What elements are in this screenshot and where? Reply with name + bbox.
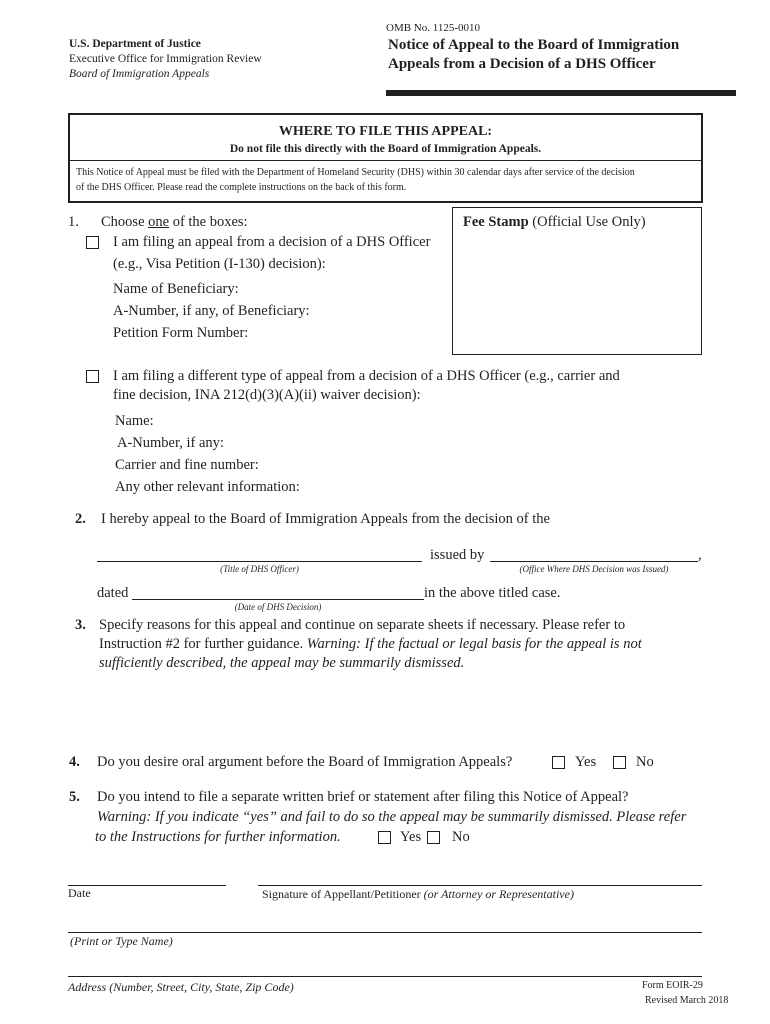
beneficiary-anumber-label: A-Number, if any, of Beneficiary: — [113, 303, 310, 319]
date-field[interactable] — [68, 871, 226, 886]
date-caption: (Date of DHS Decision) — [234, 602, 322, 612]
form-number: Form EOIR-29 — [642, 980, 703, 991]
where-heading: WHERE TO FILE THIS APPEAL: — [278, 124, 493, 139]
print-name-label: (Print or Type Name) — [70, 934, 173, 948]
dhs-office-field[interactable] — [490, 547, 698, 562]
revision-date: Revised March 2018 — [645, 995, 729, 1006]
checkbox-oral-argument-yes[interactable] — [552, 756, 565, 769]
q3-number: 3. — [75, 617, 86, 633]
checkbox-other-appeal[interactable] — [86, 370, 99, 383]
address-label: Address (Number, Street, City, State, Zip Code) — [68, 980, 294, 994]
checkbox-oral-argument-no[interactable] — [613, 756, 626, 769]
q4-no-label: No — [636, 754, 654, 770]
q5-number: 5. — [69, 789, 80, 805]
form-title-line1: Notice of Appeal to the Board of Immigration — [388, 37, 680, 53]
agency-name: U.S. Department of Justice — [69, 38, 201, 50]
q1-option-b-line1: I am filing a different type of appeal from a decision of a DHS Officer (e.g., carrier and — [113, 368, 620, 384]
dhs-officer-title-field[interactable] — [97, 547, 422, 562]
where-subheading: Do not file this directly with the Board of Immigration Appeals. — [229, 143, 542, 155]
q4-yes-label: Yes — [575, 754, 597, 770]
address-field[interactable] — [68, 962, 702, 977]
q1-option-a-example: (e.g., Visa Petition (I-130) decision): — [113, 256, 326, 272]
q1-option-a: I am filing an appeal from a decision of a DHS Officer — [113, 234, 431, 250]
header-rule — [386, 90, 736, 96]
print-name-field[interactable] — [68, 918, 702, 933]
form-title-line2: Appeals from a Decision of a DHS Officer — [388, 56, 656, 72]
q3-line2: Instruction #2 for further guidance. Warning: If the factual or legal basis for the appeal is not — [99, 636, 642, 652]
q3-line3: sufficiently described, the appeal may be summarily dismissed. — [99, 655, 465, 671]
in-case-label: in the above titled case. — [424, 585, 561, 601]
signature-field[interactable] — [258, 871, 702, 886]
q1-number: 1. — [68, 214, 79, 230]
where-divider — [70, 160, 701, 161]
q5-no-label: No — [452, 829, 470, 845]
q4-text: Do you desire oral argument before the Board of Immigration Appeals? — [97, 754, 513, 770]
name-label: Name: — [115, 413, 154, 429]
title-caption: (Title of DHS Officer) — [220, 564, 299, 574]
office-caption: (Office Where DHS Decision was Issued) — [519, 564, 669, 574]
carrier-label: Carrier and fine number: — [115, 457, 259, 473]
decision-date-field[interactable] — [132, 585, 424, 600]
q3-line1: Specify reasons for this appeal and continue on separate sheets if necessary. Please refer to — [99, 617, 626, 633]
checkbox-brief-yes[interactable] — [378, 831, 391, 844]
q5-warning-line2: to the Instructions for further information. — [95, 829, 341, 845]
issued-by-comma: , — [698, 547, 702, 563]
where-text-line1: This Notice of Appeal must be filed with the Department of Homeland Security (DHS) within 30 calendar days after service of the decision — [76, 167, 635, 178]
q4-number: 4. — [69, 754, 80, 770]
q5-text: Do you intend to file a separate written brief or statement after filing this Notice of Appeal? — [97, 789, 629, 805]
q5-yes-label: Yes — [400, 829, 422, 845]
q1-prompt: Choose one of the boxes: — [101, 214, 248, 230]
other-info-label: Any other relevant information: — [115, 479, 300, 495]
q5-warning-line1: Warning: If you indicate “yes” and fail to do so the appeal may be summarily dismissed. Please refer — [97, 809, 687, 825]
dated-label: dated — [97, 585, 129, 601]
date-label: Date — [68, 886, 91, 900]
issued-by-label: issued by — [430, 547, 485, 563]
q2-number: 2. — [75, 511, 86, 527]
petition-form-number-label: Petition Form Number: — [113, 325, 249, 341]
anumber-label: A-Number, if any: — [117, 435, 224, 451]
q2-text: I hereby appeal to the Board of Immigration Appeals from the decision of the — [101, 511, 550, 527]
beneficiary-name-label: Name of Beneficiary: — [113, 281, 239, 297]
office-name: Executive Office for Immigration Review — [69, 53, 262, 65]
board-name: Board of Immigration Appeals — [69, 68, 210, 80]
signature-label: Signature of Appellant/Petitioner (or Attorney or Representative) — [262, 887, 574, 901]
fee-stamp-box — [452, 207, 702, 355]
where-to-file-box — [68, 113, 703, 203]
checkbox-brief-no[interactable] — [427, 831, 440, 844]
q1-option-b-line2: fine decision, INA 212(d)(3)(A)(ii) waiver decision): — [113, 387, 421, 403]
where-text-line2: of the DHS Officer. Please read the complete instructions on the back of this form. — [76, 182, 407, 193]
checkbox-dhs-officer-appeal[interactable] — [86, 236, 99, 249]
omb-number: OMB No. 1125-0010 — [386, 22, 481, 34]
fee-stamp-label: Fee Stamp (Official Use Only) — [463, 214, 646, 230]
